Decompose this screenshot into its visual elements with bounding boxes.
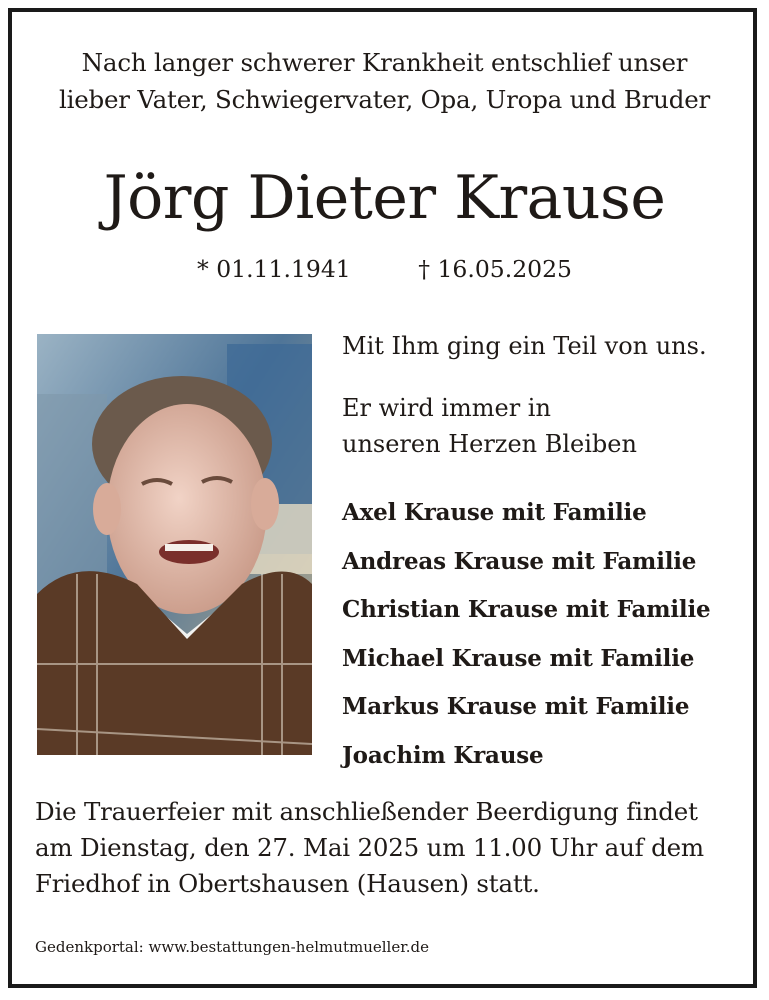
birth-date: * 01.11.1941 — [196, 255, 351, 283]
portrait-image — [37, 334, 312, 755]
ceremony-line-3: Friedhof in Obertshausen (Hausen) statt. — [35, 869, 540, 898]
intro-line-1: Nach langer schwerer Krankheit entschlief unser — [81, 48, 688, 77]
mourner-item: Markus Krause mit Familie — [342, 693, 690, 720]
mourner-item: Andreas Krause mit Familie — [342, 547, 697, 575]
quote-line-1: Mit Ihm ging ein Teil von uns. — [342, 332, 707, 360]
memorial-portal-link: Gedenkportal: www.bestattungen-helmutmueller.de — [35, 938, 429, 956]
deceased-name: Jörg Dieter Krause — [103, 163, 666, 233]
mourner-item: Michael Krause mit Familie — [342, 644, 695, 672]
ceremony-line-1: Die Trauerfeier mit anschließender Beerdigung findet — [35, 797, 698, 826]
death-date: † 16.05.2025 — [418, 255, 573, 283]
quote-line-2b: unseren Herzen Bleiben — [342, 430, 637, 458]
mourner-item: Christian Krause mit Familie — [342, 596, 711, 623]
intro-text — [0, 44, 769, 118]
intro-line-2: lieber Vater, Schwiegervater, Opa, Uropa und Bruder — [58, 85, 711, 114]
mourner-item: Axel Krause mit Familie — [342, 499, 647, 526]
mourner-item: Joachim Krause — [342, 741, 544, 769]
portrait-photo — [37, 334, 312, 755]
quote-block-2 — [342, 390, 742, 462]
ceremony-line-2: am Dienstag, den 27. Mai 2025 um 11.00 Uhr auf dem — [35, 833, 704, 862]
mourners-list — [342, 489, 762, 780]
life-dates — [0, 254, 769, 284]
quote-line-2a: Er wird immer in — [342, 394, 551, 422]
ceremony-text — [35, 794, 755, 902]
